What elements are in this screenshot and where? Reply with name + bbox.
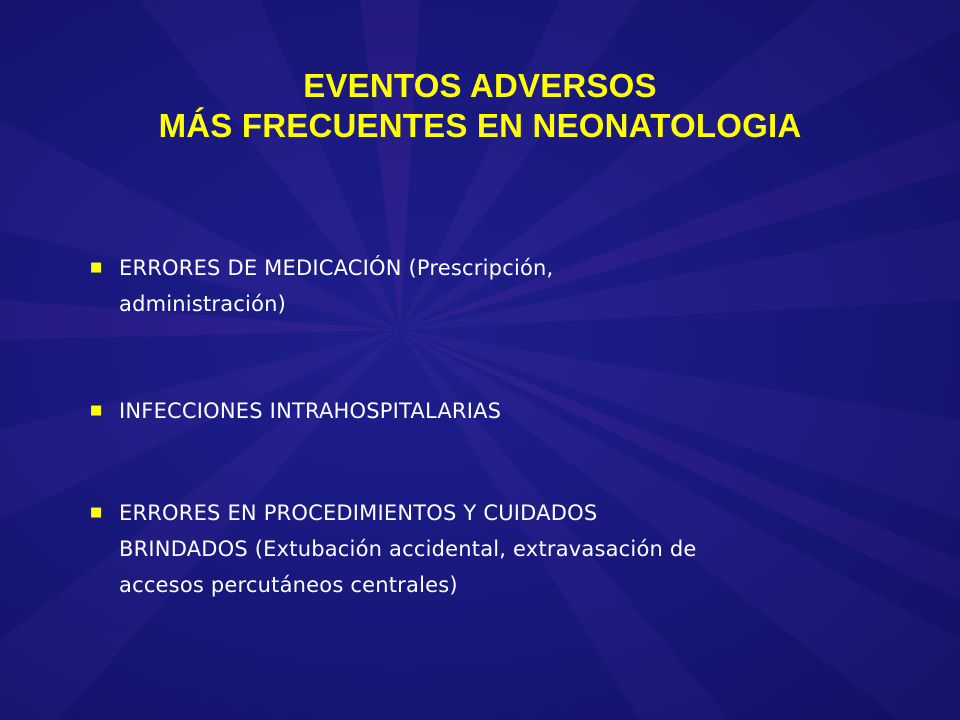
bullet-text-line: accesos percutáneos centrales) [119,573,458,597]
slide-title-line-1: EVENTOS ADVERSOS [303,67,657,104]
bullet-text-line: administración) [119,292,287,316]
bullet-item-procedure-errors [86,495,906,603]
square-bullet-icon: ■ [90,260,103,275]
bullet-text [119,250,553,322]
bullet-item-infections [86,393,906,429]
square-bullet-icon: ■ [90,505,103,520]
slide-title-line-2: MÁS FRECUENTES EN NEONATOLOGIA [158,107,802,144]
bullet-text-line: ERRORES DE MEDICACIÓN (Prescripción, [119,256,554,280]
square-bullet-icon: ■ [90,403,103,418]
bullet-text-line: ERRORES EN PROCEDIMIENTOS Y CUIDADOS [119,501,598,525]
bullet-text-line: BRINDADOS (Extubación accidental, extravasación de [119,537,697,561]
bullet-text [119,495,697,603]
bullet-text [119,393,501,429]
bullet-text-line: INFECCIONES INTRAHOSPITALARIAS [119,399,502,423]
slide-title [0,66,960,146]
bullet-item-medication-errors [86,250,906,322]
